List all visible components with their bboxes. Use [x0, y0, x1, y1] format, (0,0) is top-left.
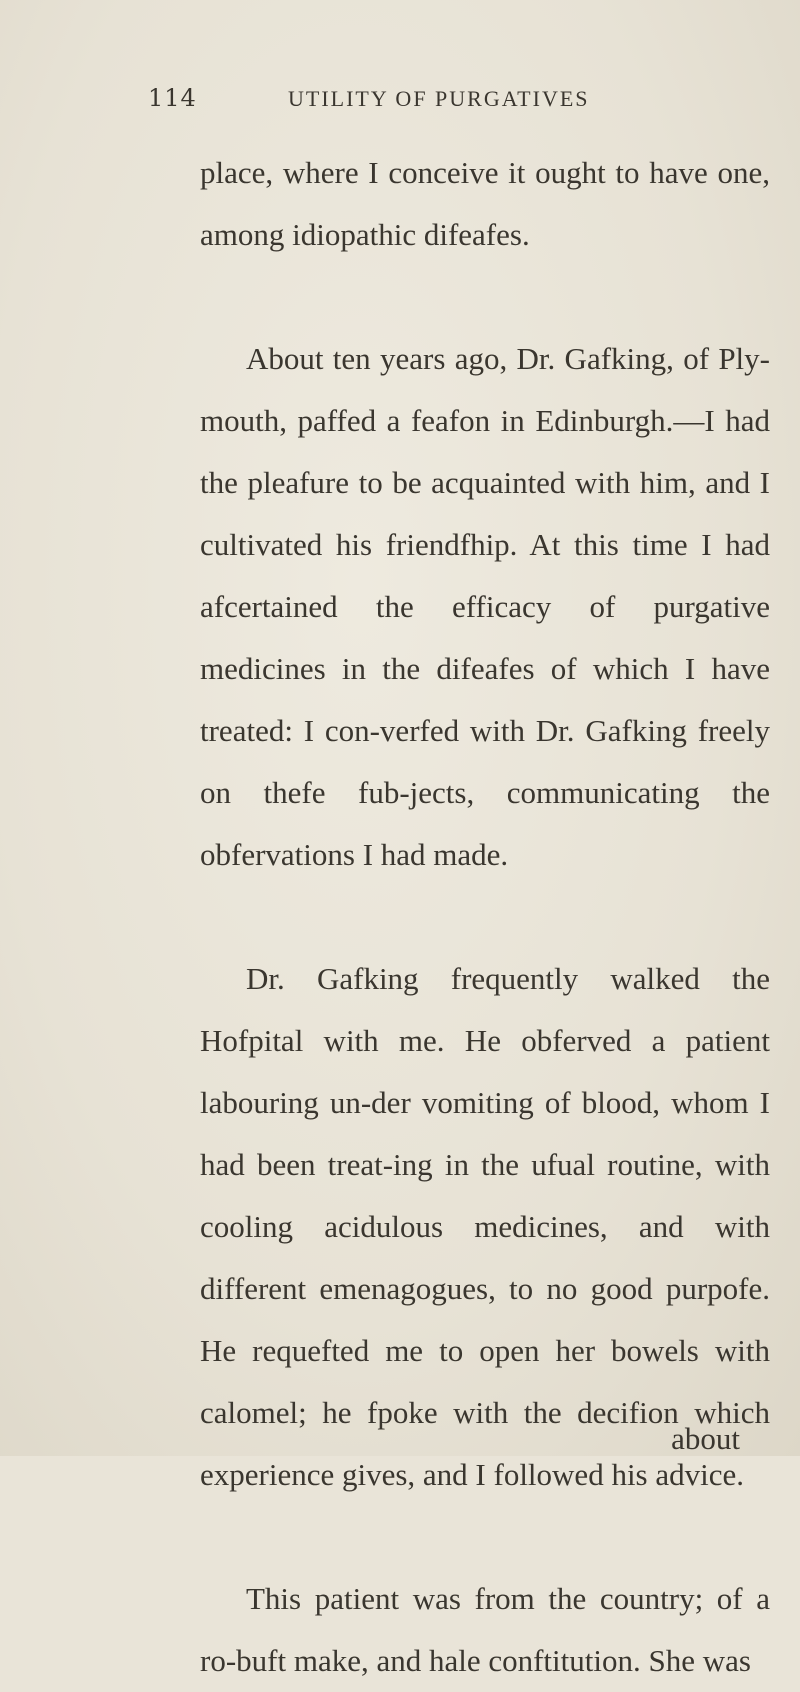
body-text	[200, 142, 770, 1692]
paragraph-patient-description: This patient was from the country; of a ro-buft make, and hale conftitution. She was	[200, 1581, 770, 1678]
paragraph-hospital-patient: Dr. Gafking frequently walked the Hofpital with me. He obferved a patient labouring un-der vomiting of blood, whom I had been treat-ing in the ufual routine, with cooling acidulous medicines, and with different emenagogues, to no good purpofe. He requefted me to open her bowels with calomel; he fpoke with the decifion which experience gives, and I followed his advice.	[200, 961, 770, 1492]
catchword: about	[671, 1421, 740, 1456]
page-number: 114	[148, 84, 197, 112]
paragraph-gasking-visit: About ten years ago, Dr. Gafking, of Ply-mouth, paffed a feafon in Edinburgh.—I had the pleafure to be acquainted with him, and I cultivated his friendfhip. At this time I had afcertained the efficacy of purgative medicines in the difeafes of which I have treated: I con-verfed with Dr. Gafking freely on thefe fub-jects, communicating the obfervations I had made.	[200, 341, 770, 872]
paragraph-continued: place, where I conceive it ought to have one, among idiopathic difeafes.	[200, 155, 770, 252]
running-head: UTILITY OF PURGATIVES	[288, 86, 590, 111]
page-header	[148, 84, 740, 124]
